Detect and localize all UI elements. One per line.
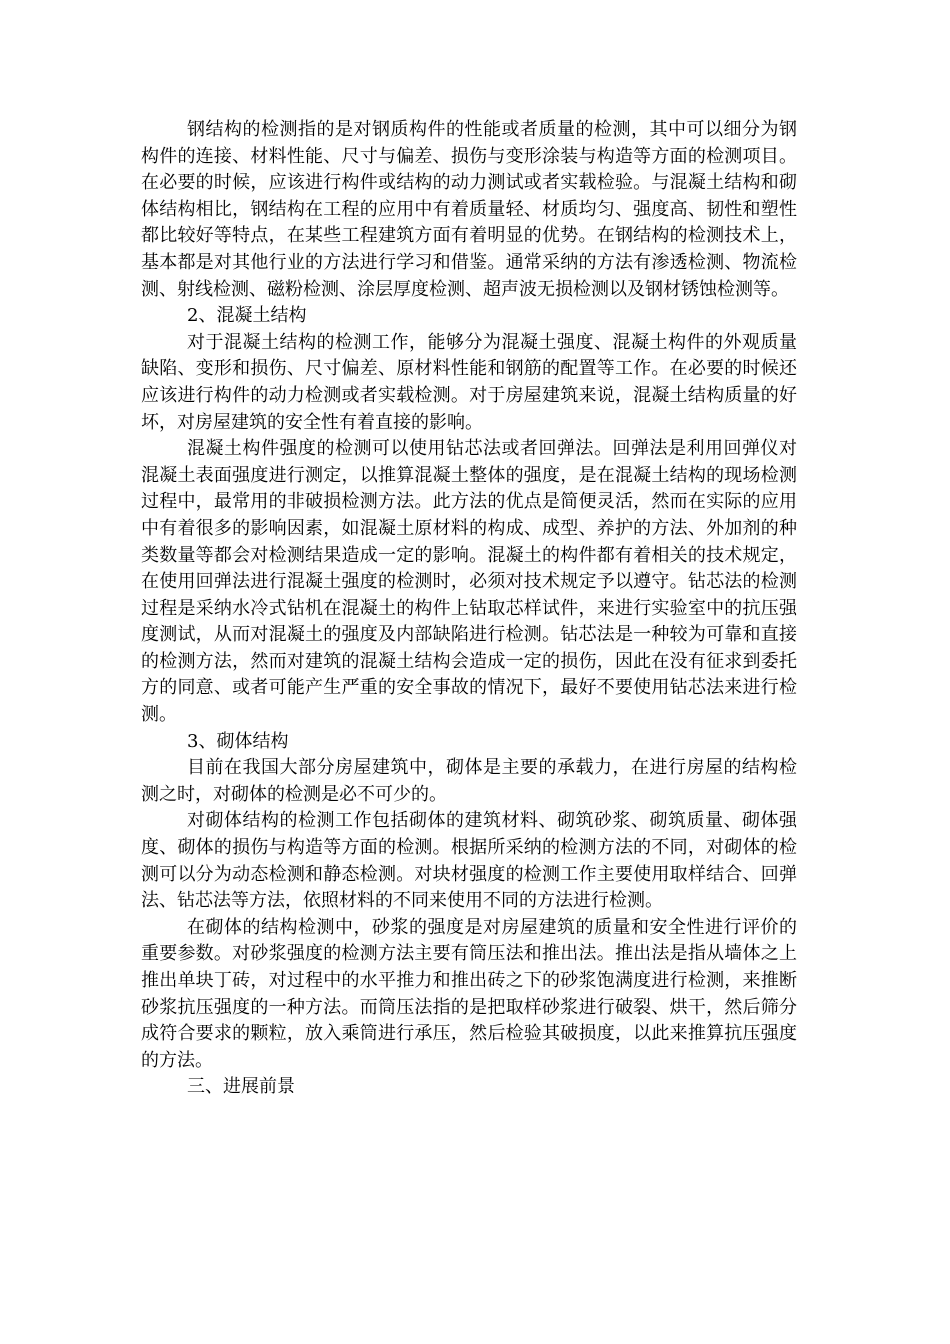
paragraph-steel-structure: 钢结构的检测指的是对钢质构件的性能或者质量的检测，其中可以细分为钢构件的连接、材料性能、尺寸与偏差、损伤与变形涂装与构造等方面的检测项目。在必要的时候，应该进行构件或结构的动力测试或者实载检验。与混凝土结构和砌体结构相比，钢结构在工程的应用中有着质量轻、材质均匀、强度高、韧性和塑性都比较好等特点，在某些工程建筑方面有着明显的优势。在钢结构的检测技术上，基本都是对其他行业的方法进行学习和借鉴。通常采纳的方法有渗透检测、物流检测、射线检测、磁粉检测、涂层厚度检测、超声波无损检测以及钢材锈蚀检测等。	[141, 119, 797, 300]
paragraph-concrete-overview: 对于混凝土结构的检测工作，能够分为混凝土强度、混凝土构件的外观质量缺陷、变形和损伤、尺寸偏差、原材料性能和钢筋的配置等工作。在必要的时候还应该进行构件的动力检测或者实载检测。对于房屋建筑来说，混凝土结构质量的好坏，对房屋建筑的安全性有着直接的影响。	[141, 331, 797, 433]
heading-masonry-structure: 3、砌体结构	[187, 730, 289, 752]
heading-concrete-structure: 2、混凝土结构	[187, 305, 307, 327]
paragraph-masonry-importance: 目前在我国大部分房屋建筑中，砌体是主要的承载力，在进行房屋的结构检测之时，对砌体的检测是必不可少的。	[141, 757, 797, 805]
paragraph-mortar-strength: 在砌体的结构检测中，砂浆的强度是对房屋建筑的质量和安全性进行评价的重要参数。对砂浆强度的检测方法主要有筒压法和推出法。推出法是指从墙体之上推出单块丁砖，对过程中的水平推力和推出砖之下的砂浆饱满度进行检测，来推断砂浆抗压强度的一种方法。而筒压法指的是把取样砂浆进行破裂、烘干，然后筛分成符合要求的颗粒，放入乘筒进行承压，然后检验其破损度，以此来推算抗压强度的方法。	[141, 916, 797, 1071]
paragraph-concrete-strength-methods: 混凝土构件强度的检测可以使用钻芯法或者回弹法。回弹法是利用回弹仪对混凝土表面强度进行测定，以推算混凝土整体的强度，是在混凝土结构的现场检测过程中，最常用的非破损检测方法。此方法的优点是简便灵活，然而在实际的应用中有着很多的影响因素，如混凝土原材料的构成、成型、养护的方法、外加剂的种类数量等都会对检测结果造成一定的影响。混凝土的构件都有着相关的技术规定，在使用回弹法进行混凝土强度的检测时，必须对技术规定予以遵守。钻芯法的检测过程是采纳水冷式钻机在混凝土的构件上钻取芯样试件，来进行实验室中的抗压强度测试，从而对混凝土的强度及内部缺陷进行检测。钻芯法是一种较为可靠和直接的检测方法，然而对建筑的混凝土结构会造成一定的损伤，因此在没有征求到委托方的同意、或者可能产生严重的安全事故的情况下，最好不要使用钻芯法来进行检测。	[141, 438, 797, 726]
document-page	[141, 117, 797, 1101]
heading-prospects: 三、进展前景	[187, 1076, 295, 1098]
paragraph-masonry-inspection: 对砌体结构的检测工作包括砌体的建筑材料、砌筑砂浆、砌筑质量、砌体强度、砌体的损伤与构造等方面的检测。根据所采纳的检测方法的不同，对砌体的检测可以分为动态检测和静态检测。对块材强度的检测工作主要使用取样结合、回弹法、钻芯法等方法，依照材料的不同来使用不同的方法进行检测。	[141, 810, 797, 912]
